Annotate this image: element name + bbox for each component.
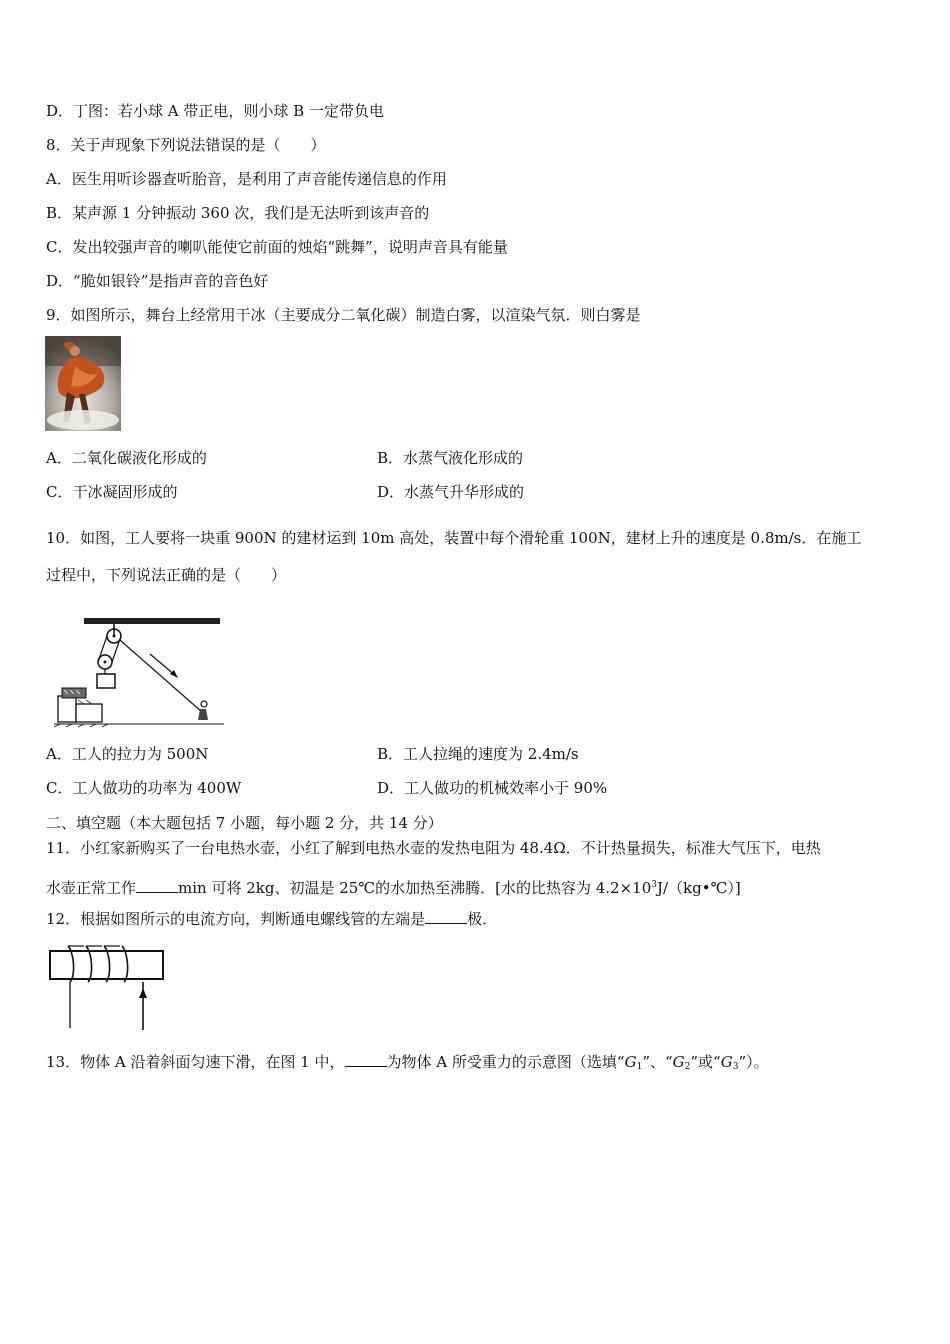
q8-option-d: D．“脆如银铃”是指声音的音色好 [46,272,269,290]
q7-option-d: D．丁图：若小球 A 带正电，则小球 B 一定带负电 [46,102,384,120]
q8-stem: 8．关于声现象下列说法错误的是（ ） [46,136,326,154]
q11-stem-line2: 水壶正常工作 min 可将 2kg、初温是 25℃的水加热至沸腾．[水的比热容为 $4.2\times 10^3J/(kg•℃)$] [46,879,741,897]
stage-fog-photo [45,336,121,431]
q9-option-d: D．水蒸气升华形成的 [377,483,525,501]
q10-option-a: A．工人的拉力为 500N [46,745,209,763]
q8-option-a: A．医生用听诊器查听胎音，是利用了声音能传递信息的作用 [46,170,447,188]
q11-answer-blank[interactable] [136,878,178,893]
solenoid-diagram [46,942,170,1032]
q12-stem: 12．根据如图所示的电流方向，判断通电螺线管的左端是 极． [46,910,498,928]
q10-option-d: D．工人做功的机械效率小于 90% [377,779,608,797]
q10-option-c: C．工人做功的功率为 400W [46,779,242,797]
q8-option-b: B．某声源 1 分钟振动 360 次，我们是无法听到该声音的 [46,204,430,222]
q11-stem-line1: 11．小红家新购买了一台电热水壶，小红了解到电热水壶的发热电阻为 48.4Ω．不计热量损失，标准大气压下，电热 [46,839,821,857]
q10-stem-line1: 10．如图，工人要将一块重 900N 的建材运到 10m 高处，装置中每个滑轮重 100N，建材上升的速度是 0.8m/s．在施工 [46,529,862,547]
section-fill-in-title: 二、填空题（本大题包括 7 小题，每小题 2 分，共 14 分） [46,814,443,832]
q8-option-c: C．发出较强声音的喇叭能使它前面的烛焰“跳舞”，说明声音具有能量 [46,238,508,256]
pulley-diagram [54,614,224,732]
q10-option-b: B．工人拉绳的速度为 2.4m/s [377,745,579,763]
q13-stem: 13．物体 A 沿着斜面匀速下滑，在图 1 中， 为物体 A 所受重力的示意图（选填“$G_1$”、“$G_2$”或“$G_3$”）。 [46,1053,769,1072]
q13-answer-blank[interactable] [345,1052,387,1067]
q9-option-c: C．干冰凝固形成的 [46,483,178,501]
q12-answer-blank[interactable] [425,909,467,924]
q9-stem: 9．如图所示，舞台上经常用干冰（主要成分二氧化碳）制造白雾，以渲染气氛．则白雾是 [46,306,641,324]
q9-option-b: B．水蒸气液化形成的 [377,449,524,467]
q9-option-a: A．二氧化碳液化形成的 [46,449,207,467]
q10-stem-line2: 过程中，下列说法正确的是（ ） [46,566,287,584]
